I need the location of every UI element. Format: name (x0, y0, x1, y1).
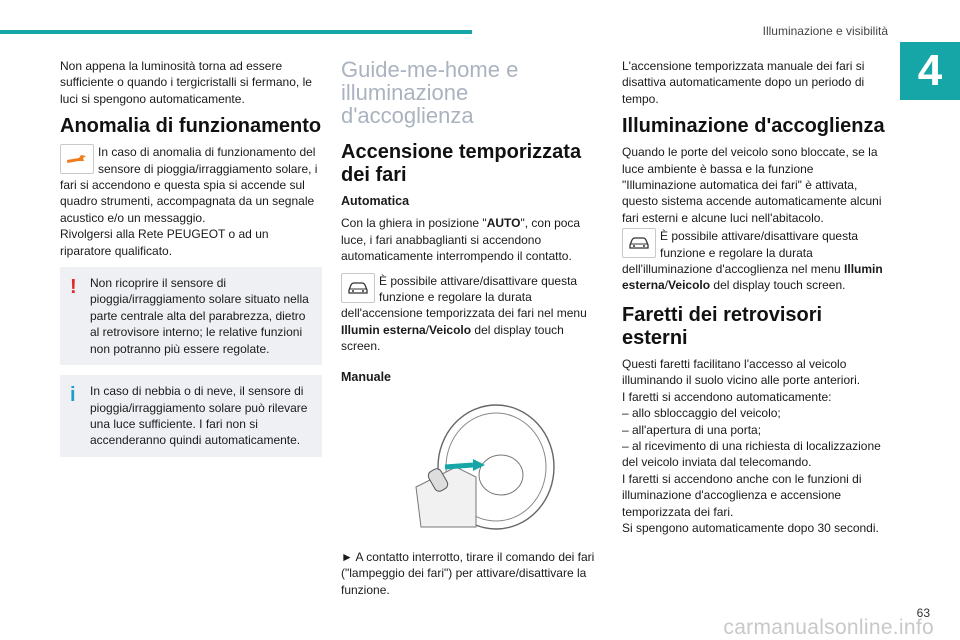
warning-box (60, 267, 322, 365)
wrench-icon (60, 144, 94, 174)
text-bold: AUTO (486, 216, 521, 231)
anomaly-block (60, 144, 322, 226)
paragraph: Si spengono automaticamente dopo 30 secondi. (622, 520, 879, 535)
section-title: Guide-me-home e illuminazione d'accoglienza (341, 57, 519, 128)
list-item: – al ricevimento di una richiesta di localizzazione del veicolo inviata dal telecomando. (622, 438, 881, 470)
text-run: / (425, 322, 430, 337)
warning-icon: ! (70, 276, 77, 299)
text-run: del display touch screen. (710, 278, 846, 293)
text-run: del display touch screen. (341, 322, 564, 354)
menu-name: Illumin esterna (341, 322, 426, 337)
paragraph: Rivolgersi alla Rete PEUGEOT o ad un riparatore qualificato. (60, 227, 269, 258)
paragraph: Quando le porte del veicolo sono bloccate, se la luce ambiente è bassa e la funzione "Illuminazione automatica dei fari" è attivata, questo sistema accende automaticamente alcuni fari esterni e alcune luci nell'abitacolo. (622, 145, 882, 225)
paragraph-auto (341, 215, 603, 264)
car-icon (341, 273, 375, 303)
heading-anomalia: Anomalia di funzionamento (60, 115, 322, 138)
page-header-title: Illuminazione e visibilità (762, 24, 888, 38)
subheading-manuale: Manuale (341, 369, 392, 384)
car-icon (622, 228, 656, 258)
steering-wheel-illustration (401, 397, 561, 537)
heading-faretti: Faretti dei retrovisori esterni (622, 303, 823, 349)
page-number: 63 (916, 606, 930, 620)
car-settings-block (622, 228, 887, 294)
column-2 (341, 58, 603, 606)
subheading-automatica: Automatica (341, 194, 410, 208)
menu-name: Veicolo (429, 322, 472, 337)
column-1 (60, 58, 322, 467)
text-run: ", con poca luce, i fari anabbaglianti si accendono automaticamente interrompendo il contatto. (341, 216, 581, 264)
anomaly-text: In caso di anomalia di funzionamento del sensore di pioggia/irraggiamento solare, i fari si accendono e questa spia si accende sul quadro strumenti, accompagnata da un segnale acustico e/o un messaggio. (60, 145, 318, 225)
paragraph-manual: ► A contatto interrotto, tirare il comando dei fari ("lampeggio dei fari") per attivare/disattivare la funzione. (341, 550, 595, 597)
header-accent-bar (0, 30, 472, 34)
faretti-text (622, 356, 887, 536)
heading-illuminazione: Illuminazione d'accoglienza (622, 115, 885, 138)
info-icon: i (70, 384, 76, 407)
menu-name: Illumin esterna (622, 262, 883, 293)
info-text: In caso di nebbia o di neve, il sensore di pioggia/irraggiamento solare può rilevare una luce sufficiente. I fari non si accenderanno quindi automaticamente. (90, 384, 308, 448)
chapter-tab: 4 (900, 42, 960, 100)
paragraph: L'accensione temporizzata manuale dei fari si disattiva automaticamente dopo un periodo di tempo. (622, 59, 865, 106)
paragraph: Non appena la luminosità torna ad essere sufficiente o quando i tergicristalli si fermano, le luci si spengono automaticamente. (60, 59, 312, 106)
text-run: È possibile attivare/disattivare questa funzione e regolare la durata dell'illuminazione d'accoglienza nel menu (622, 229, 859, 277)
menu-name: Veicolo (668, 278, 711, 293)
paragraph: I faretti si accendono anche con le funzioni di illuminazione d'accoglienza e accensione temporizzata dei fari. (622, 471, 862, 519)
paragraph: I faretti si accendono automaticamente: (622, 389, 832, 404)
warning-text: Non ricoprire il sensore di pioggia/irraggiamento solare situato nella parte centrale alta del parabrezza, dietro al retrovisore interno; le relative funzioni non potranno più essere regolate. (90, 276, 309, 356)
info-box (60, 375, 322, 457)
list-item: – all'apertura di una porta; (622, 422, 762, 437)
car-settings-block (341, 273, 603, 355)
text-run: È possibile attivare/disattivare questa funzione e regolare la durata dell'accensione temporizzata dei fari nel menu (341, 273, 587, 321)
list-item: – allo sbloccaggio del veicolo; (622, 406, 781, 421)
paragraph: Questi faretti facilitano l'accesso al veicolo illuminando il suolo vicino alle porte anteriori. (622, 356, 861, 388)
watermark: carmanualsonline.info (723, 616, 934, 639)
heading-accensione: Accensione temporizzata dei fari (341, 141, 582, 186)
column-3 (622, 58, 887, 536)
text-run: Con la ghiera in posizione " (341, 216, 487, 231)
text-run: / (664, 278, 669, 293)
